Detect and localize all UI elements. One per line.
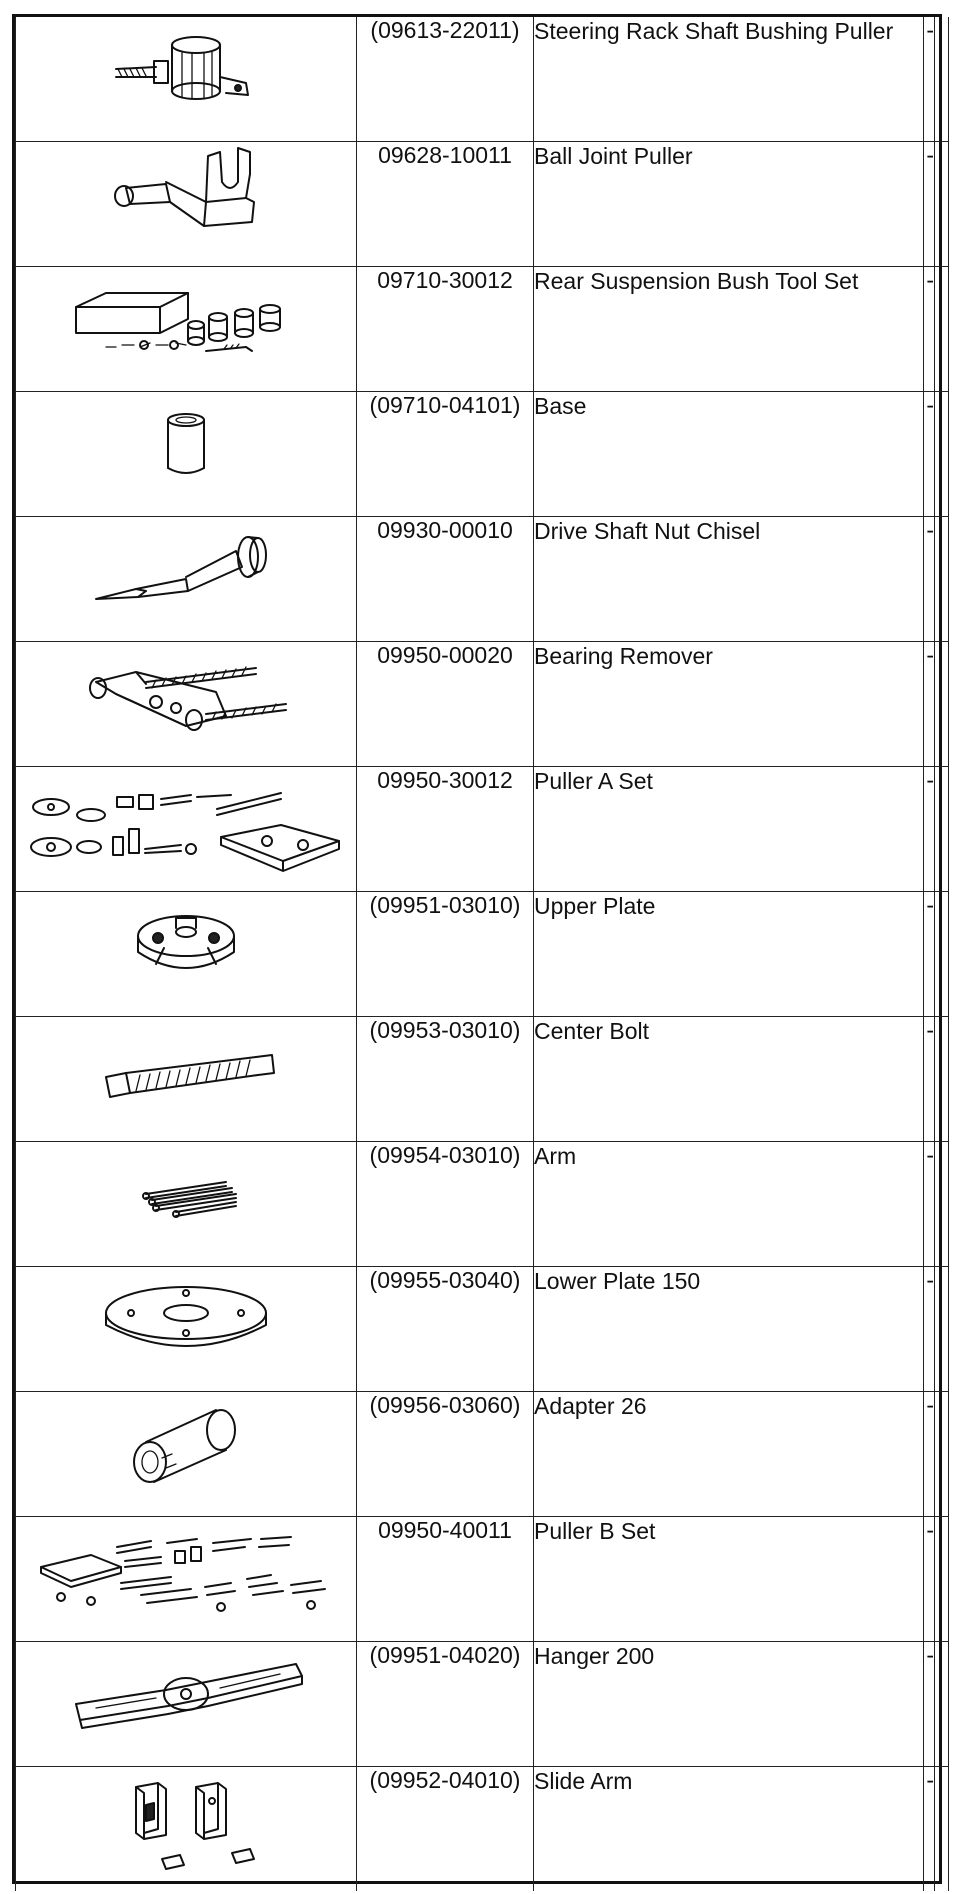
row-edge-cell [935,517,949,642]
tool-name: Drive Shaft Nut Chisel [534,518,761,544]
tool-name: Upper Plate [534,893,656,919]
chisel-icon [76,517,296,617]
part-number: (09956-03060) [369,1392,521,1418]
tool-illustration-cell [16,1642,357,1767]
quantity-mark: - [926,392,934,418]
tool-name: Lower Plate 150 [534,1268,701,1294]
tool-name: Base [534,393,587,419]
bearing-remover-icon [56,642,316,742]
tool-name: Bearing Remover [534,643,713,669]
quantity-mark: - [926,517,934,543]
table-row [16,1517,949,1642]
table-row [16,1392,949,1517]
quantity-mark: - [926,1017,934,1043]
tool-name: Hanger 200 [534,1643,655,1669]
tool-illustration-cell [16,267,357,392]
tool-illustration-cell [16,1267,357,1392]
bush-tool-set-icon [56,267,316,367]
upper-plate-icon [116,892,256,992]
table-row [16,142,949,267]
tool-illustration-cell [16,1142,357,1267]
tool-illustration-cell [16,142,357,267]
row-edge-cell [935,642,949,767]
table-row [16,1142,949,1267]
tool-illustration-cell [16,17,357,142]
tool-illustration-cell [16,1517,357,1642]
table-row [16,892,949,1017]
part-number: 09950-00020 [377,642,513,668]
row-edge-cell [935,142,949,267]
table-row [16,392,949,517]
row-edge-cell [935,17,949,142]
quantity-mark: - [926,267,934,293]
tool-name: Steering Rack Shaft Bushing Puller [534,18,894,44]
part-number: 09950-40011 [378,1517,512,1543]
part-number: 09710-30012 [377,267,513,293]
quantity-mark: - [926,1392,934,1418]
tool-name: Center Bolt [534,1018,650,1044]
tool-illustration-cell [16,892,357,1017]
puller-a-set-icon [21,767,351,877]
quantity-mark: - [926,642,934,668]
special-tools-table [12,14,942,1884]
bushing-puller-icon [96,17,276,117]
tool-illustration-cell [16,1767,357,1892]
row-edge-cell [935,392,949,517]
part-number: 09930-00010 [377,517,513,543]
row-edge-cell [935,1267,949,1392]
quantity-mark: - [926,1517,934,1543]
part-number: 09950-30012 [377,767,513,793]
part-number: (09613-22011) [370,17,520,43]
hanger-icon [56,1642,316,1742]
row-edge-cell [935,1767,949,1892]
row-edge-cell [935,1392,949,1517]
tool-name: Ball Joint Puller [534,143,693,169]
tool-illustration-cell [16,392,357,517]
table-row [16,17,949,142]
quantity-mark: - [926,1642,934,1668]
table-row [16,767,949,892]
row-edge-cell [935,1642,949,1767]
row-edge-cell [935,1517,949,1642]
row-edge-cell [935,1017,949,1142]
tool-name: Puller B Set [534,1518,656,1544]
ball-joint-puller-icon [96,142,276,242]
tool-name: Slide Arm [534,1768,633,1794]
tools-grid [15,17,949,1891]
quantity-mark: - [926,142,934,168]
table-row [16,642,949,767]
part-number: (09710-04101) [369,392,521,418]
center-bolt-icon [86,1017,286,1117]
row-edge-cell [935,267,949,392]
tool-illustration-cell [16,1017,357,1142]
adapter-icon [106,1392,266,1492]
part-number: (09952-04010) [369,1767,521,1793]
table-row [16,1642,949,1767]
quantity-mark: - [926,767,934,793]
table-row [16,267,949,392]
part-number: (09951-03010) [369,892,521,918]
row-edge-cell [935,892,949,1017]
table-row [16,517,949,642]
part-number: (09951-04020) [369,1642,521,1668]
slide-arm-icon [96,1767,276,1877]
part-number: (09954-03010) [369,1142,521,1168]
row-edge-cell [935,1142,949,1267]
part-number: 09628-10011 [378,142,512,168]
tool-illustration-cell [16,767,357,892]
tool-illustration-cell [16,517,357,642]
row-edge-cell [935,767,949,892]
tool-name: Puller A Set [534,768,653,794]
table-row [16,1267,949,1392]
puller-b-set-icon [21,1517,351,1627]
table-row [16,1767,949,1892]
part-number: (09955-03040) [369,1267,521,1293]
tool-name: Adapter 26 [534,1393,647,1419]
arm-rods-icon [116,1142,256,1242]
quantity-mark: - [926,1142,934,1168]
tool-name: Arm [534,1143,577,1169]
table-row [16,1017,949,1142]
quantity-mark: - [926,1267,934,1293]
lower-plate-icon [91,1267,281,1367]
quantity-mark: - [926,17,934,43]
base-cylinder-icon [126,392,246,492]
tool-illustration-cell [16,1392,357,1517]
tool-name: Rear Suspension Bush Tool Set [534,268,859,294]
part-number: (09953-03010) [369,1017,521,1043]
tool-illustration-cell [16,642,357,767]
quantity-mark: - [926,1767,934,1793]
quantity-mark: - [926,892,934,918]
